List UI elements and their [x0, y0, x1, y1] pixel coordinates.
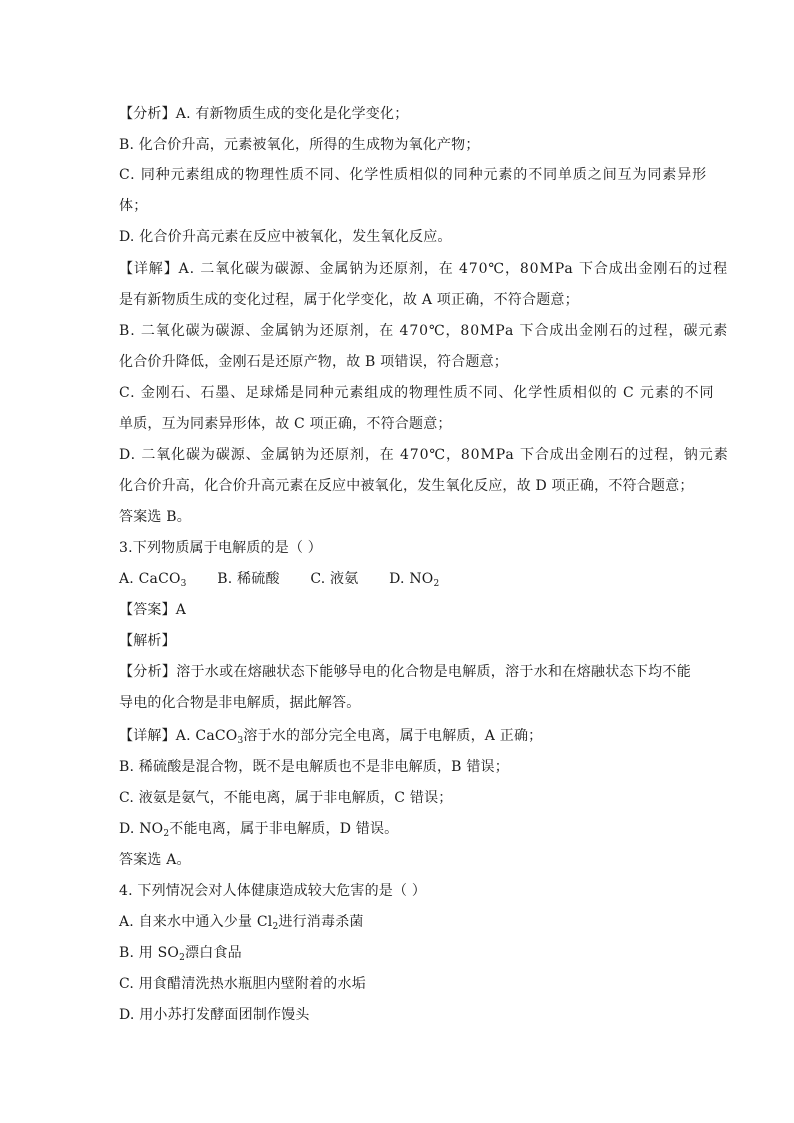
q3-analysis-line2: 导电的化合物是非电解质，据此解答。 — [119, 695, 361, 711]
q3-options — [119, 569, 679, 589]
analysis-c-line2: 体； — [119, 198, 148, 214]
detail-b-line1: B. 二氧化碳为碳源、金属钠为还原剂，在 470℃，80MPa 下合成出金刚石的过程，碳元素 — [119, 323, 729, 339]
q3-analysis-line1: 【分析】溶于水或在熔融状态下能够导电的化合物是电解质，溶于水和在熔融状态下均不能 — [119, 664, 691, 680]
q4-option-b: B. 用 $SO_2$漂白食品 — [119, 945, 242, 963]
detail-a-line2: 是有新物质生成的变化过程，属于化学变化，故 A 项正确，不符合题意； — [119, 292, 579, 308]
q4-stem: 4. 下列情况会对人体健康造成较大危害的是（ ） — [119, 883, 427, 899]
q3-detail-c: C. 液氨是氨气，不能电离，属于非电解质，C 错误； — [119, 790, 453, 806]
q4-option-c: C. 用食醋清洗热水瓶胆内壁附着的水垢 — [119, 976, 366, 992]
q3-option-a: A. CaCO$_3$ — [119, 571, 187, 589]
q3-option-c: C. 液氨 — [310, 571, 359, 587]
detail-c-line1: C. 金刚石、石墨、足球烯是同种元素组成的物理性质不同、化学性质相似的 C 元素的不同 — [119, 385, 715, 401]
q3-answer: 答案选 A。 — [119, 852, 191, 868]
analysis-b: B. 化合价升高，元素被氧化，所得的生成物为氧化产物； — [119, 137, 480, 153]
section2-answer: 答案选 B。 — [119, 509, 191, 525]
q3-detail-b: B. 稀硫酸是混合物，既不是电解质也不是非电解质，B 错误； — [119, 759, 509, 775]
q3-option-b: B. 稀硫酸 — [217, 571, 280, 587]
analysis-c-line1: C. 同种元素组成的物理性质不同、化学性质相似的同种元素的不同单质之间互为同素异形 — [119, 167, 708, 183]
q4-option-a: A. 自来水中通入少量 $Cl_2$进行消毒杀菌 — [119, 914, 364, 932]
detail-b-line2: 化合价升降低，金刚石是还原产物，故 B 项错误，符合题意； — [119, 354, 508, 370]
q3-detail-a: 【详解】A. CaCO$_3$溶于水的部分完全电离，属于电解质，A 正确； — [119, 728, 543, 746]
q3-answer-label: 【答案】A — [119, 602, 187, 618]
detail-c-line2: 单质，互为同素异形体，故 C 项正确，不符合题意； — [119, 416, 452, 432]
q3-stem: 3.下列物质属于电解质的是（ ） — [119, 540, 323, 556]
detail-d-line2: 化合价升高，化合价升高元素在反应中被氧化，发生氧化反应，故 D 项正确，不符合题意； — [119, 478, 694, 494]
q3-detail-d: D. $NO_2$不能电离，属于非电解质，D 错误。 — [119, 821, 399, 839]
detail-d-line1: D. 二氧化碳为碳源、金属钠为还原剂，在 470℃，80MPa 下合成出金刚石的过程，钠元素 — [119, 447, 729, 463]
detail-a-line1: 【详解】A. 二氧化碳为碳源、金属钠为还原剂，在 470℃，80MPa 下合成出金刚石的过程 — [119, 261, 728, 277]
q3-option-d: D. $NO_2$ — [389, 571, 440, 589]
analysis-a: 【分析】A. 有新物质生成的变化是化学变化； — [119, 106, 409, 122]
q4-option-d: D. 用小苏打发酵面团制作馒头 — [119, 1007, 310, 1023]
analysis-d: D. 化合价升高元素在反应中被氧化，发生氧化反应。 — [119, 229, 452, 245]
q3-explain-label: 【解析】 — [119, 633, 176, 649]
